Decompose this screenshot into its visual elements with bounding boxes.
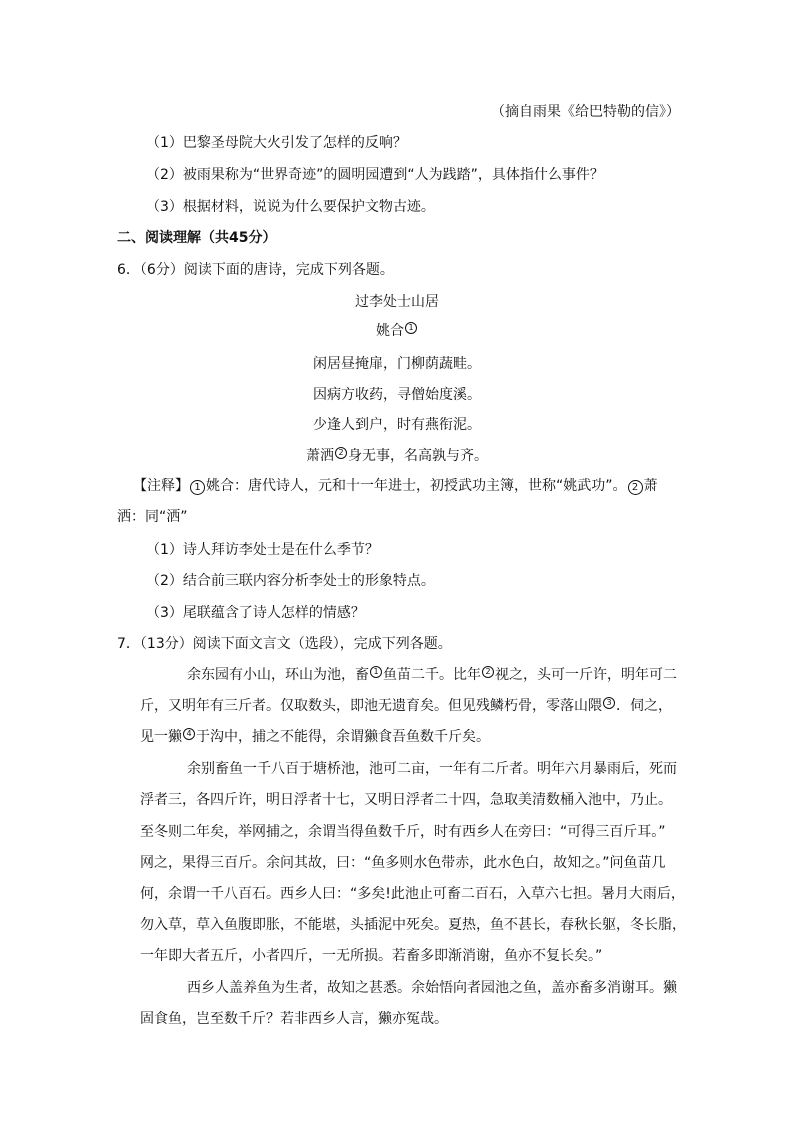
passage-p1-line-2: 斤，又明年有三斤者。仅取数头，即池无遗育矣。但见残鳞朽骨，零落山隈 3 ．伺之， [140, 698, 672, 714]
notes-label: 【注释】 [133, 478, 189, 494]
source-citation: （摘自雨果《给巴特勒的信》） [491, 104, 680, 120]
poem-title: 过李处士山居 [355, 294, 439, 310]
poem-line-2: 因病方收药，寻僧始度溪。 [313, 387, 481, 403]
passage-p2-line: 余别畜鱼一千八百于塘桥池，池可二亩，一年有二斤者。明年六月暴雨后，死而 [187, 761, 677, 777]
passage-p3-line: 西乡人盖养鱼为生者，故知之甚悉。余始悟向者园池之鱼，盖亦畜多消谢耳。獭 [187, 980, 677, 996]
poem-author-name: 姚合 [376, 323, 404, 339]
q6-sub-question-3: （3）尾联蕴含了诗人怎样的情感？ [146, 605, 365, 621]
poem-line-4: 萧洒 2 身无事，名高孰与齐。 [306, 448, 488, 464]
poem-notes-line-2: 洒：同“洒” [117, 509, 188, 525]
poem-line-3: 少逢人到户，时有燕衔泥。 [313, 417, 481, 433]
passage-p2-line: 何，余谓一千八百石。西乡人曰：“多矣!此池止可畜二百石，入草六七担。暑月大雨后， [140, 886, 685, 902]
passage-p3-line: 固食鱼，岂至数千斤？若非西乡人言，獭亦冤哉。 [140, 1011, 448, 1027]
poem-author [0, 321, 794, 341]
poem-line-1: 闲居昼掩扉，门柳荫蔬畦。 [313, 356, 481, 372]
passage-p2-line: 一年即大者五斤，小者四斤，一无所损。若畜多即渐消谢，鱼亦不复长矣。” [140, 948, 603, 964]
q6-sub-question-1: （1）诗人拜访李处士是在什么季节？ [146, 542, 379, 558]
footnote-marker-2: 2 [335, 447, 347, 459]
passage-p2-line: 浮者三，各四斤许，明日浮者十七，又明日浮者二十四，急取美清数桶入池中，乃止。 [140, 792, 672, 808]
q7-prompt: 7．（13分）阅读下面文言文（选段），完成下列各题。 [117, 636, 452, 652]
passage-p2-line: 至冬则二年矣，举网捕之，余谓当得鱼数千斤，时有西乡人在旁曰：“可得三百斤耳。” [140, 824, 666, 840]
note-2-start: 萧 [643, 478, 658, 494]
note-1: 姚合：唐代诗人，元和十一年进士，初授武功主簿，世称“姚武功”。 [206, 478, 627, 494]
passage-p1-line-1: 余东园有小山，环山为池，畜 1 鱼苗二千。比年 2 视之，头可一斤许，明年可二 [187, 667, 677, 683]
footnote-marker-1: 1 [405, 322, 417, 334]
passage-p2-line: 勿入草，草入鱼腹即胀，不能堪，头插泥中死矣。夏热，鱼不甚长，春秋长躯，冬长脂， [140, 917, 686, 933]
passage-p1-line-3: 见一獭 4 于沟中，捕之不能得，余谓獭食吾鱼数千斤矣。 [140, 729, 490, 745]
q5-sub-question-1: （1）巴黎圣母院大火引发了怎样的反响？ [146, 135, 407, 151]
q5-sub-question-3: （3）根据材料，说说为什么要保护文物古迹。 [146, 199, 435, 215]
q5-sub-question-2: （2）被雨果称为“世界奇迹”的圆明园遭到“人为践踏”，具体指什么事件？ [146, 167, 604, 183]
section-heading: 二、阅读理解（共45分） [117, 230, 277, 246]
q6-prompt: 6．（6分）阅读下面的唐诗，完成下列各题。 [117, 262, 394, 278]
q6-sub-question-2: （2）结合前三联内容分析李处士的形象特点。 [146, 573, 435, 589]
passage-p2-line: 网之，果得三百斤。余问其故，曰：“鱼多则水色带赤，此水色白，故知之。”问鱼苗几 [140, 855, 666, 871]
poem-notes-line-1: 【注释】 1 姚合：唐代诗人，元和十一年进士，初授武功主簿，世称“姚武功”。 2 萧 [133, 478, 658, 494]
